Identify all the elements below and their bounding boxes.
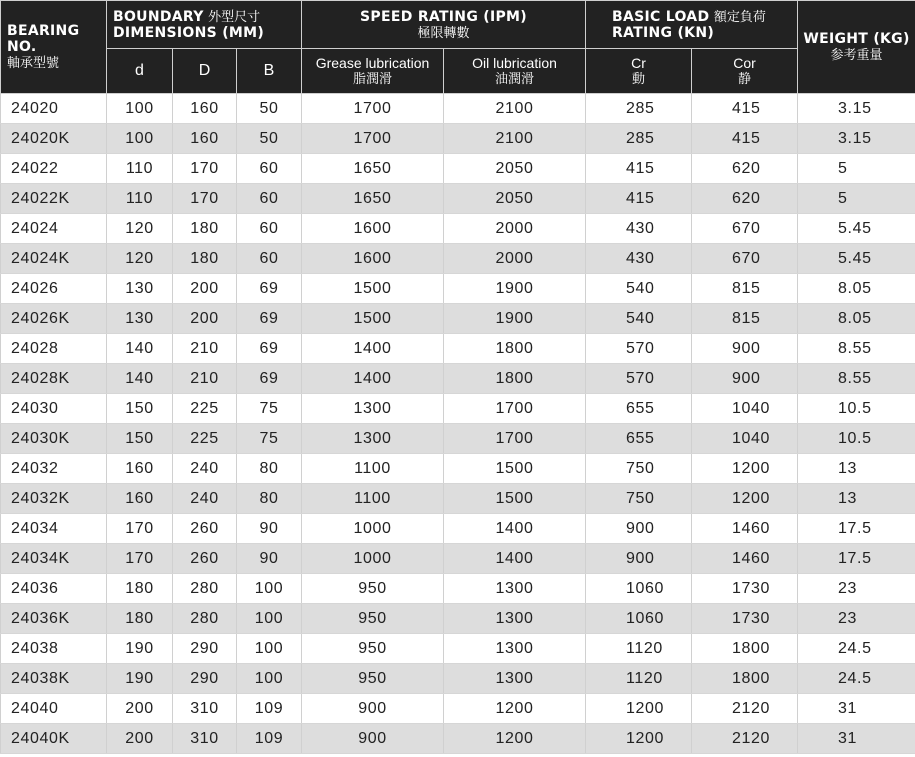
cell-bore-d: 200 — [107, 724, 173, 754]
table-body — [1, 94, 915, 754]
cell-bearing-no: 24030K — [1, 424, 107, 454]
cell-weight: 5.45 — [798, 214, 915, 244]
cell-bore-d: 110 — [107, 184, 173, 214]
cell-oil-speed: 1900 — [444, 274, 586, 304]
cell-weight: 8.55 — [798, 364, 915, 394]
cell-oil-speed: 1300 — [444, 574, 586, 604]
cell-cor-static: 670 — [692, 244, 798, 274]
cell-bearing-no: 24024 — [1, 214, 107, 244]
header-speed-zh: 極限轉數 — [417, 24, 470, 40]
cell-outer-D: 290 — [173, 664, 237, 694]
cell-bore-d: 160 — [107, 454, 173, 484]
cell-cor-static: 1800 — [692, 664, 798, 694]
cell-oil-speed: 1800 — [444, 334, 586, 364]
cell-grease-speed: 1400 — [302, 364, 444, 394]
cell-bearing-no: 24036 — [1, 574, 107, 604]
cell-outer-D: 280 — [173, 574, 237, 604]
table-row — [1, 544, 915, 574]
cell-grease-speed: 1700 — [302, 94, 444, 124]
cell-width-B: 80 — [237, 454, 302, 484]
cell-cr-dynamic: 285 — [586, 124, 692, 154]
cell-cr-dynamic: 655 — [586, 424, 692, 454]
cell-cor-static: 1730 — [692, 574, 798, 604]
header-bearing-no-zh: 軸承型號 — [7, 55, 60, 70]
cell-cor-static: 900 — [692, 334, 798, 364]
cell-cr-dynamic: 285 — [586, 94, 692, 124]
cell-grease-speed: 1400 — [302, 334, 444, 364]
header-cor — [692, 49, 798, 94]
cell-weight: 31 — [798, 694, 915, 724]
cell-width-B: 90 — [237, 514, 302, 544]
header-boundary-zh: 外型尺寸 — [208, 8, 261, 24]
cell-grease-speed: 1300 — [302, 394, 444, 424]
cell-cr-dynamic: 1200 — [586, 724, 692, 754]
cell-weight: 3.15 — [798, 124, 915, 154]
cell-width-B: 75 — [237, 394, 302, 424]
cell-outer-D: 240 — [173, 484, 237, 514]
cell-cor-static: 1040 — [692, 424, 798, 454]
header-weight — [798, 1, 915, 94]
cell-grease-speed: 950 — [302, 574, 444, 604]
table-row — [1, 574, 915, 604]
cell-bore-d: 150 — [107, 424, 173, 454]
header-speed-rating — [302, 1, 586, 49]
cell-cor-static: 1730 — [692, 604, 798, 634]
table-row — [1, 244, 915, 274]
table-header — [1, 1, 915, 94]
header-bearing-no-line1: BEARING — [7, 23, 80, 39]
cell-bearing-no: 24038K — [1, 664, 107, 694]
table-row — [1, 274, 915, 304]
header-cor-label: Cor — [733, 55, 756, 71]
cell-grease-speed: 1500 — [302, 274, 444, 304]
cell-outer-D: 225 — [173, 424, 237, 454]
cell-width-B: 100 — [237, 664, 302, 694]
cell-grease-speed: 1600 — [302, 244, 444, 274]
cell-bore-d: 150 — [107, 394, 173, 424]
cell-bearing-no: 24032K — [1, 484, 107, 514]
cell-bearing-no: 24028 — [1, 334, 107, 364]
cell-cr-dynamic: 1120 — [586, 664, 692, 694]
cell-grease-speed: 950 — [302, 664, 444, 694]
table-row — [1, 484, 915, 514]
header-cr — [586, 49, 692, 94]
cell-cor-static: 815 — [692, 274, 798, 304]
header-boundary-dimensions — [107, 1, 302, 49]
cell-weight: 8.55 — [798, 334, 915, 364]
header-basic-load-rating — [586, 1, 798, 49]
cell-oil-speed: 2100 — [444, 124, 586, 154]
cell-oil-speed: 1500 — [444, 454, 586, 484]
cell-width-B: 50 — [237, 94, 302, 124]
cell-grease-speed: 1650 — [302, 184, 444, 214]
cell-width-B: 69 — [237, 334, 302, 364]
cell-bore-d: 120 — [107, 244, 173, 274]
cell-oil-speed: 1500 — [444, 484, 586, 514]
cell-grease-speed: 1700 — [302, 124, 444, 154]
header-load-zh: 額定負荷 — [713, 8, 766, 24]
table-row — [1, 124, 915, 154]
cell-width-B: 100 — [237, 634, 302, 664]
cell-outer-D: 210 — [173, 364, 237, 394]
cell-weight: 13 — [798, 454, 915, 484]
cell-width-B: 69 — [237, 274, 302, 304]
cell-width-B: 69 — [237, 364, 302, 394]
header-col-d: d — [107, 49, 173, 94]
cell-oil-speed: 2050 — [444, 154, 586, 184]
header-cor-zh: 静 — [738, 71, 752, 86]
cell-outer-D: 260 — [173, 544, 237, 574]
table-row — [1, 604, 915, 634]
cell-cor-static: 1460 — [692, 514, 798, 544]
cell-oil-speed: 2100 — [444, 94, 586, 124]
cell-cor-static: 1200 — [692, 484, 798, 514]
cell-cr-dynamic: 1120 — [586, 634, 692, 664]
cell-grease-speed: 1650 — [302, 154, 444, 184]
cell-bearing-no: 24020K — [1, 124, 107, 154]
cell-weight: 17.5 — [798, 514, 915, 544]
cell-width-B: 90 — [237, 544, 302, 574]
table-row — [1, 694, 915, 724]
cell-grease-speed: 950 — [302, 604, 444, 634]
table-row — [1, 454, 915, 484]
cell-cr-dynamic: 1060 — [586, 574, 692, 604]
cell-weight: 10.5 — [798, 424, 915, 454]
cell-bore-d: 170 — [107, 544, 173, 574]
cell-cor-static: 1200 — [692, 454, 798, 484]
cell-bearing-no: 24022 — [1, 154, 107, 184]
header-col-B: B — [237, 49, 302, 94]
cell-cr-dynamic: 1060 — [586, 604, 692, 634]
table-row — [1, 514, 915, 544]
cell-cr-dynamic: 1200 — [586, 694, 692, 724]
cell-bore-d: 200 — [107, 694, 173, 724]
cell-weight: 23 — [798, 604, 915, 634]
cell-cr-dynamic: 540 — [586, 274, 692, 304]
table-row — [1, 424, 915, 454]
cell-oil-speed: 1700 — [444, 394, 586, 424]
cell-cor-static: 900 — [692, 364, 798, 394]
cell-bearing-no: 24026 — [1, 274, 107, 304]
header-boundary-line1: BOUNDARY — [113, 8, 204, 25]
cell-cr-dynamic: 415 — [586, 184, 692, 214]
cell-bearing-no: 24024K — [1, 244, 107, 274]
header-grease-lubrication — [302, 49, 444, 94]
table-row — [1, 184, 915, 214]
cell-width-B: 75 — [237, 424, 302, 454]
cell-oil-speed: 1300 — [444, 664, 586, 694]
cell-bearing-no: 24030 — [1, 394, 107, 424]
cell-oil-speed: 1300 — [444, 634, 586, 664]
cell-outer-D: 160 — [173, 94, 237, 124]
header-grease-label: Grease lubrication — [315, 55, 430, 71]
cell-weight: 24.5 — [798, 634, 915, 664]
cell-bore-d: 180 — [107, 574, 173, 604]
header-weight-zh: 参考重量 — [830, 47, 883, 62]
cell-cr-dynamic: 570 — [586, 364, 692, 394]
cell-bore-d: 140 — [107, 364, 173, 394]
header-load-line2: RATING (KN) — [612, 24, 715, 41]
cell-bearing-no: 24028K — [1, 364, 107, 394]
cell-outer-D: 200 — [173, 274, 237, 304]
cell-cr-dynamic: 415 — [586, 154, 692, 184]
cell-cor-static: 415 — [692, 94, 798, 124]
cell-outer-D: 180 — [173, 214, 237, 244]
table-row — [1, 724, 915, 754]
cell-oil-speed: 2000 — [444, 244, 586, 274]
cell-outer-D: 310 — [173, 694, 237, 724]
cell-bearing-no: 24022K — [1, 184, 107, 214]
table-row — [1, 634, 915, 664]
cell-weight: 5 — [798, 154, 915, 184]
cell-bearing-no: 24026K — [1, 304, 107, 334]
cell-grease-speed: 950 — [302, 634, 444, 664]
cell-bore-d: 110 — [107, 154, 173, 184]
cell-weight: 17.5 — [798, 544, 915, 574]
cell-width-B: 69 — [237, 304, 302, 334]
cell-width-B: 109 — [237, 724, 302, 754]
header-boundary-line2: DIMENSIONS (MM) — [113, 24, 265, 41]
cell-outer-D: 310 — [173, 724, 237, 754]
header-load-line1: BASIC LOAD — [612, 8, 710, 25]
cell-outer-D: 280 — [173, 604, 237, 634]
cell-oil-speed: 1900 — [444, 304, 586, 334]
cell-width-B: 80 — [237, 484, 302, 514]
cell-bore-d: 190 — [107, 634, 173, 664]
cell-cor-static: 620 — [692, 184, 798, 214]
header-speed-title: SPEED RATING (IPM) — [360, 8, 527, 25]
cell-weight: 31 — [798, 724, 915, 754]
cell-width-B: 100 — [237, 574, 302, 604]
cell-cr-dynamic: 430 — [586, 214, 692, 244]
cell-bearing-no: 24034K — [1, 544, 107, 574]
cell-weight: 5.45 — [798, 244, 915, 274]
cell-bearing-no: 24040 — [1, 694, 107, 724]
header-bearing-no — [1, 1, 107, 94]
cell-grease-speed: 1600 — [302, 214, 444, 244]
cell-cor-static: 415 — [692, 124, 798, 154]
cell-bearing-no: 24040K — [1, 724, 107, 754]
cell-grease-speed: 1000 — [302, 514, 444, 544]
cell-bore-d: 170 — [107, 514, 173, 544]
header-cr-zh: 動 — [632, 71, 646, 86]
cell-bore-d: 140 — [107, 334, 173, 364]
cell-cor-static: 670 — [692, 214, 798, 244]
cell-weight: 8.05 — [798, 304, 915, 334]
cell-outer-D: 170 — [173, 184, 237, 214]
cell-grease-speed: 1500 — [302, 304, 444, 334]
cell-bore-d: 120 — [107, 214, 173, 244]
cell-weight: 5 — [798, 184, 915, 214]
cell-bearing-no: 24034 — [1, 514, 107, 544]
cell-outer-D: 290 — [173, 634, 237, 664]
cell-outer-D: 240 — [173, 454, 237, 484]
header-oil-lubrication — [444, 49, 586, 94]
cell-bore-d: 130 — [107, 274, 173, 304]
cell-cr-dynamic: 430 — [586, 244, 692, 274]
cell-cr-dynamic: 655 — [586, 394, 692, 424]
cell-cr-dynamic: 540 — [586, 304, 692, 334]
cell-grease-speed: 1300 — [302, 424, 444, 454]
cell-oil-speed: 1800 — [444, 364, 586, 394]
cell-weight: 24.5 — [798, 664, 915, 694]
cell-oil-speed: 1400 — [444, 514, 586, 544]
cell-bore-d: 130 — [107, 304, 173, 334]
cell-bearing-no: 24032 — [1, 454, 107, 484]
cell-weight: 13 — [798, 484, 915, 514]
cell-width-B: 60 — [237, 244, 302, 274]
cell-width-B: 100 — [237, 604, 302, 634]
cell-cr-dynamic: 900 — [586, 514, 692, 544]
cell-oil-speed: 1700 — [444, 424, 586, 454]
cell-oil-speed: 2050 — [444, 184, 586, 214]
cell-weight: 10.5 — [798, 394, 915, 424]
cell-bore-d: 160 — [107, 484, 173, 514]
cell-bore-d: 100 — [107, 94, 173, 124]
cell-weight: 23 — [798, 574, 915, 604]
cell-bore-d: 100 — [107, 124, 173, 154]
cell-bearing-no: 24038 — [1, 634, 107, 664]
cell-grease-speed: 900 — [302, 694, 444, 724]
table-row — [1, 214, 915, 244]
cell-width-B: 60 — [237, 184, 302, 214]
header-col-D: D — [173, 49, 237, 94]
table-row — [1, 334, 915, 364]
cell-outer-D: 160 — [173, 124, 237, 154]
cell-weight: 8.05 — [798, 274, 915, 304]
cell-bearing-no: 24020 — [1, 94, 107, 124]
cell-grease-speed: 1100 — [302, 454, 444, 484]
cell-outer-D: 180 — [173, 244, 237, 274]
header-oil-zh: 油潤滑 — [495, 71, 535, 86]
cell-grease-speed: 1100 — [302, 484, 444, 514]
cell-oil-speed: 1300 — [444, 604, 586, 634]
cell-grease-speed: 900 — [302, 724, 444, 754]
header-weight-title: WEIGHT (KG) — [803, 31, 910, 47]
header-bearing-no-line2: NO. — [7, 39, 37, 55]
header-grease-zh: 脂潤滑 — [353, 71, 393, 86]
cell-oil-speed: 2000 — [444, 214, 586, 244]
table-row — [1, 154, 915, 184]
cell-outer-D: 260 — [173, 514, 237, 544]
cell-bore-d: 180 — [107, 604, 173, 634]
cell-outer-D: 200 — [173, 304, 237, 334]
cell-bearing-no: 24036K — [1, 604, 107, 634]
cell-width-B: 109 — [237, 694, 302, 724]
table-row — [1, 394, 915, 424]
cell-cr-dynamic: 900 — [586, 544, 692, 574]
table-row — [1, 304, 915, 334]
cell-cr-dynamic: 750 — [586, 454, 692, 484]
table-row — [1, 364, 915, 394]
cell-oil-speed: 1200 — [444, 694, 586, 724]
header-cr-label: Cr — [631, 55, 646, 71]
cell-width-B: 60 — [237, 154, 302, 184]
cell-outer-D: 225 — [173, 394, 237, 424]
table-row — [1, 664, 915, 694]
cell-cor-static: 815 — [692, 304, 798, 334]
cell-cor-static: 620 — [692, 154, 798, 184]
cell-cor-static: 2120 — [692, 724, 798, 754]
cell-weight: 3.15 — [798, 94, 915, 124]
cell-cor-static: 1040 — [692, 394, 798, 424]
cell-cor-static: 1460 — [692, 544, 798, 574]
cell-outer-D: 170 — [173, 154, 237, 184]
cell-width-B: 50 — [237, 124, 302, 154]
cell-oil-speed: 1200 — [444, 724, 586, 754]
cell-width-B: 60 — [237, 214, 302, 244]
cell-bore-d: 190 — [107, 664, 173, 694]
cell-cr-dynamic: 750 — [586, 484, 692, 514]
cell-cor-static: 2120 — [692, 694, 798, 724]
cell-grease-speed: 1000 — [302, 544, 444, 574]
cell-cr-dynamic: 570 — [586, 334, 692, 364]
header-oil-label: Oil lubrication — [472, 55, 557, 71]
cell-outer-D: 210 — [173, 334, 237, 364]
table-row — [1, 94, 915, 124]
cell-cor-static: 1800 — [692, 634, 798, 664]
cell-oil-speed: 1400 — [444, 544, 586, 574]
